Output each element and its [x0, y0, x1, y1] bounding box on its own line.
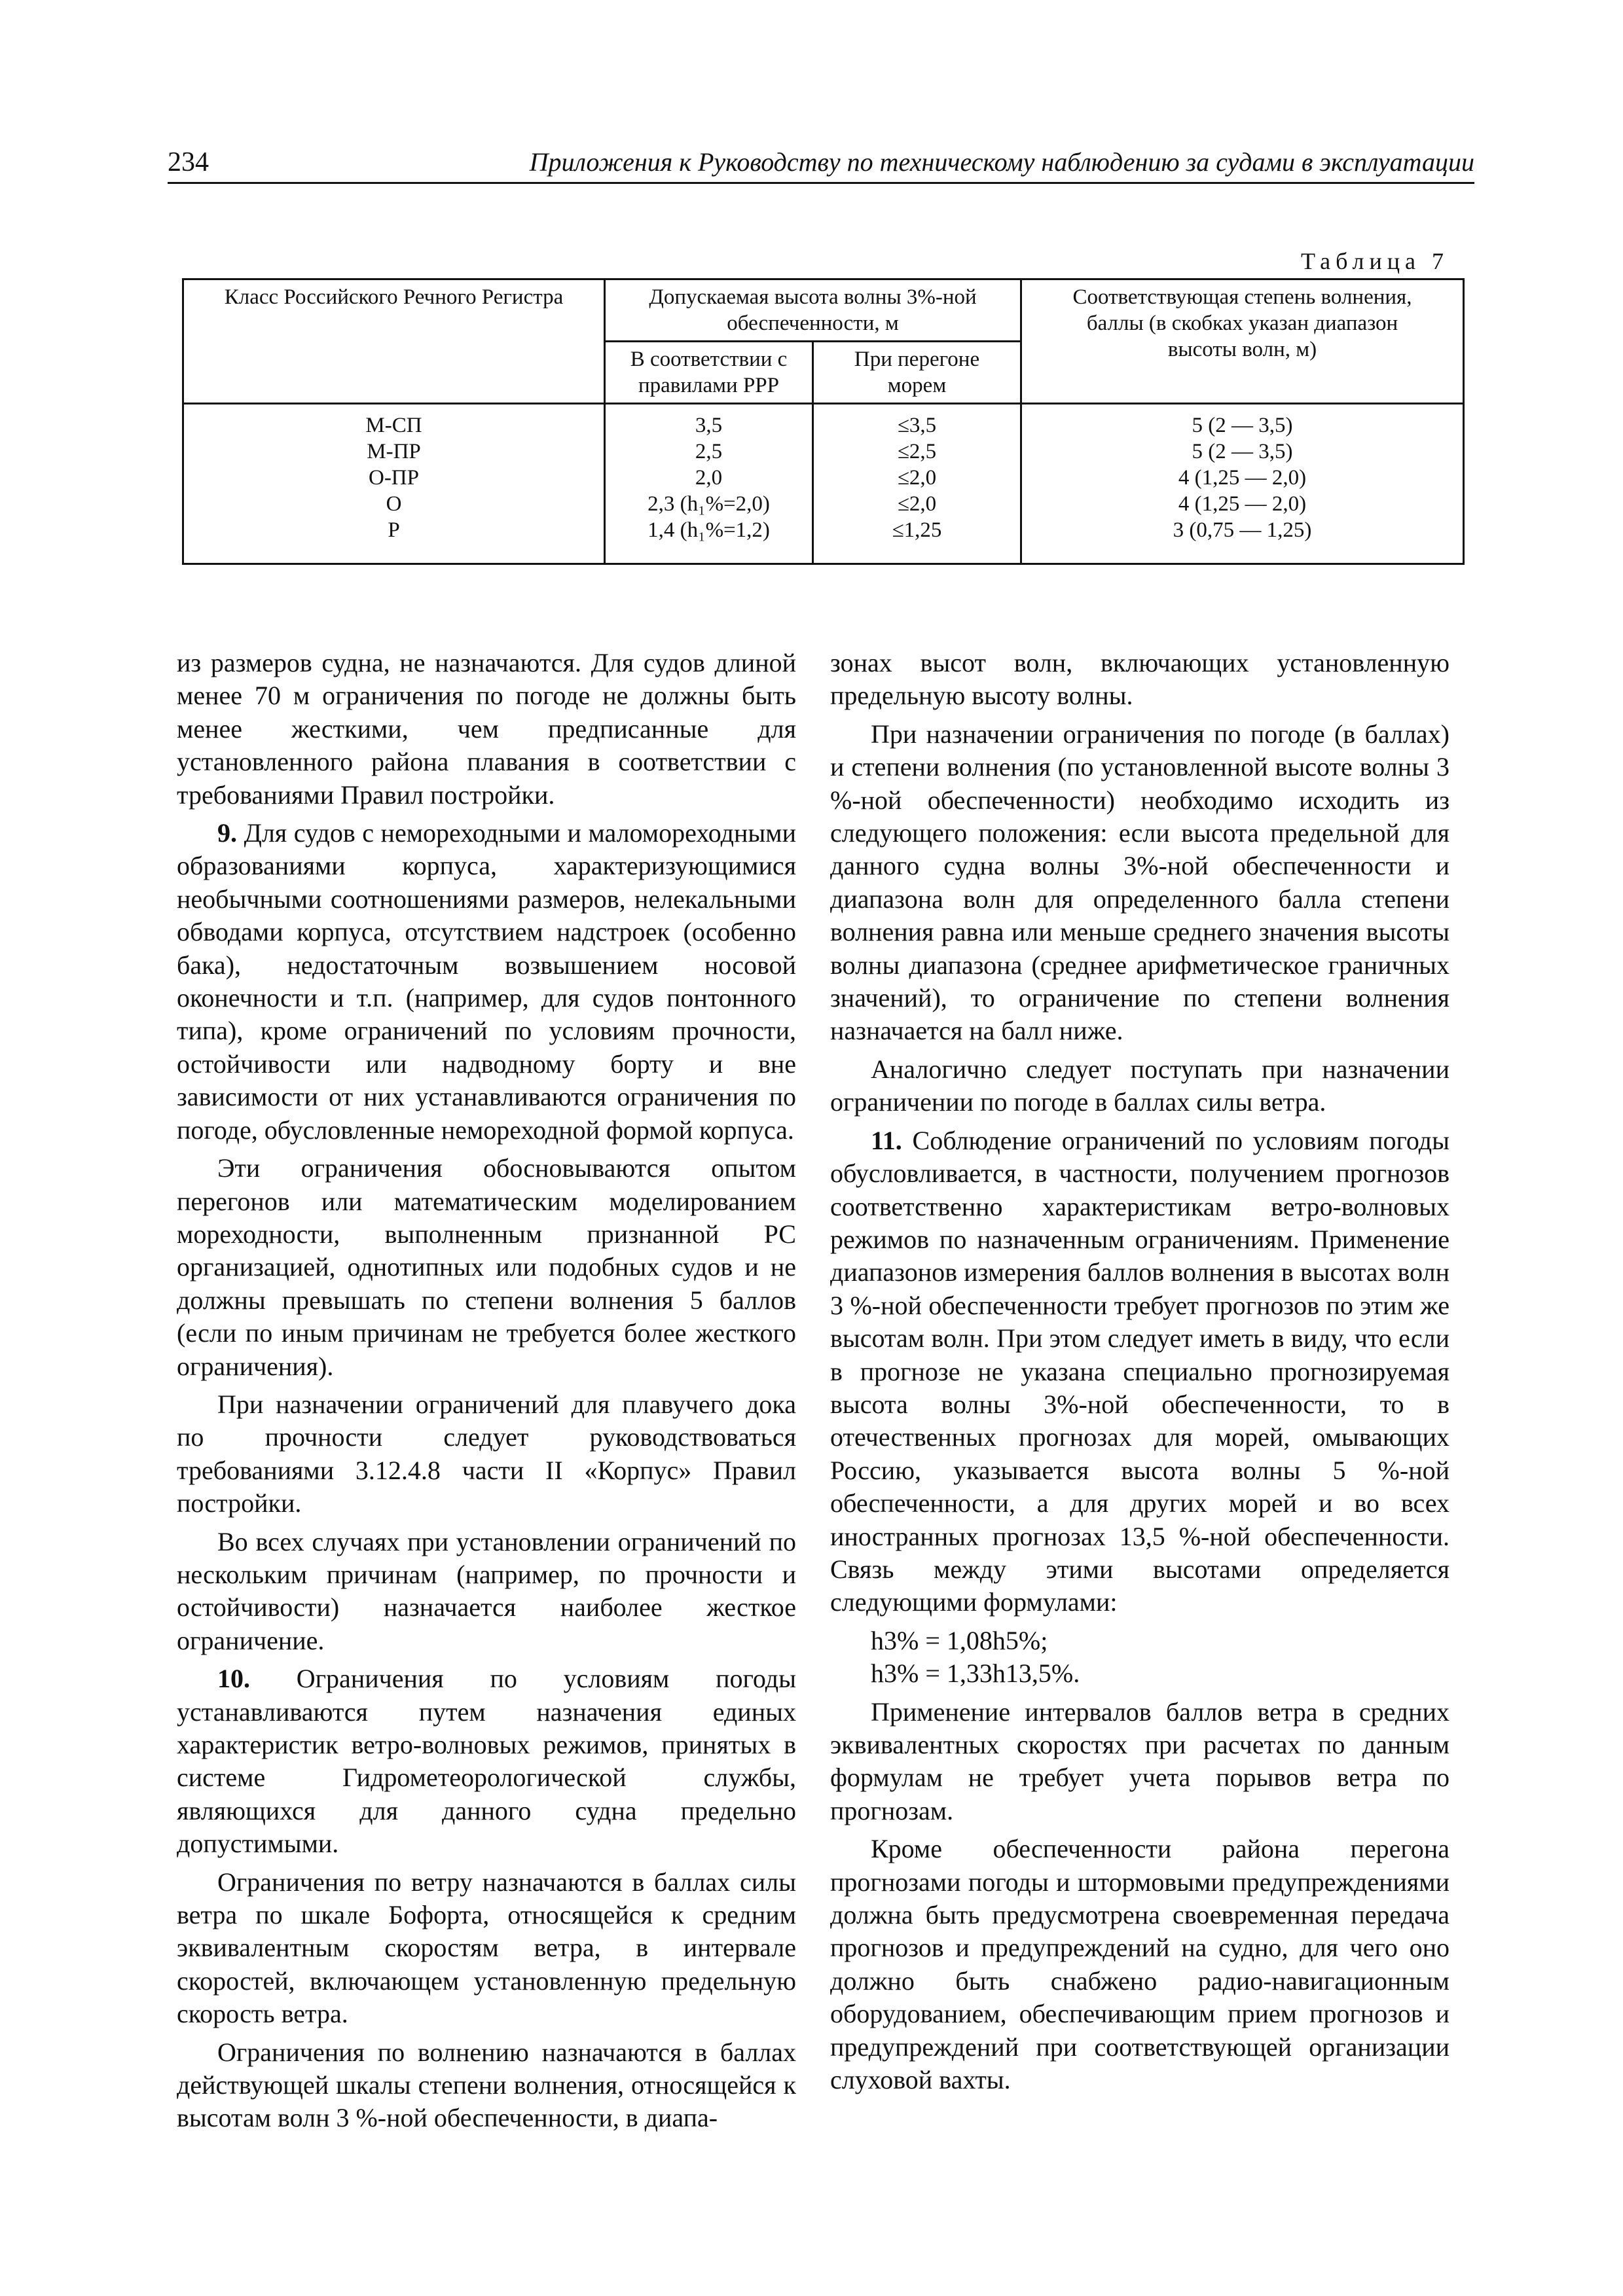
table-cell: 1,4 (h₁%=1,2)	[647, 518, 770, 542]
table-cell: 3,5	[695, 414, 723, 437]
table-cell: ≤2,5	[897, 440, 937, 463]
page-number: 234	[168, 147, 209, 177]
paragraph: При назначении ограничений для плавучего дока по прочности следует руководствоваться требованиями 3.12.4.8 части II «Корпус» Правил постройки.	[177, 1389, 796, 1518]
paragraph: зонах высот волн, включающих установленную предельную высоту волны.	[830, 648, 1450, 711]
page-header	[168, 143, 1474, 184]
paragraph	[830, 1124, 1450, 1619]
table-cell: 2,0	[695, 466, 723, 490]
paragraph-text: Ограничения по условиям погоды устанавливаются путем назначения единых характеристик ветро-волновых режимов, принятых в системе Гидрометеорологической службы, являющихся для данного судна предельно допустимыми.	[177, 1664, 796, 1859]
table-cell: 4 (1,25 — 2,0)	[1178, 492, 1307, 516]
clause-number: 9.	[217, 818, 237, 848]
paragraph: Ограничения по ветру назначаются в баллах силы ветра по шкале Бофорта, относящейся к средним эквивалентным скоростям ветра, в интервале скоростей, включающем установленную предельную скорость ветра.	[177, 1867, 796, 2029]
class-cell	[183, 404, 605, 564]
right-column	[830, 647, 1450, 2102]
header-sea: При перегоне морем	[813, 342, 1021, 404]
paragraph	[177, 1662, 796, 1860]
header-class: Класс Российского Речного Регистра	[183, 279, 605, 404]
table-cell: ≤3,5	[897, 414, 937, 437]
header-rrr: В соответствии с правилами РРР	[605, 342, 813, 404]
grade-cell	[1021, 404, 1464, 564]
table-cell: 2,3 (h₁%=2,0)	[647, 492, 770, 516]
paragraph-text: Для судов с немореходными и маломореходными образованиями корпуса, характеризующимися необычными соотношениями размеров, нелекальными обводами корпуса, отсутствием надстроек (особенно бака), недостаточным возвышением носовой оконечности и т.п. (например, для судов понтонного типа), кроме ограничений по условиям прочности, остойчивости или надводному борту и вне зависимости от них устанавливаются ограничения по погоде, обусловленные немореходной формой корпуса.	[177, 818, 797, 1145]
paragraph: При назначении ограничения по погоде (в баллах) и степени волнения (по установленной высоте волны 3 %-ной обеспеченности) необходимо исходить из следующего положения: если высота предельной для данного судна волны 3%-ной обеспеченности и диапазона волн для определенного балла степени волнения равна или меньше среднего значения высоты волны диапазона (среднее арифметическое граничных значений), то ограничение по степени волнения назначается на балл ниже.	[830, 719, 1450, 1046]
paragraph: Кроме обеспеченности района перегона прогнозами погоды и штормовыми предупреждениями должна быть предусмотрена своевременная передача прогнозов и предупреждений на судно, для чего оно должно быть снабжено радио-навигационным оборудованием, обеспечивающим прием прогнозов и предупреждений при соответствующей организации слуховой вахты.	[830, 1834, 1450, 2095]
table-cell: О	[386, 492, 402, 516]
table-cell: ≤2,0	[897, 492, 937, 516]
running-title: Приложения к Руководству по техническому наблюдению за судами в эксплуатации	[529, 147, 1474, 177]
table-cell: 2,5	[695, 440, 723, 463]
paragraph-text: Соблюдение ограничений по условиям погоды обусловливается, в частности, получением прогнозов соответственно характеристикам ветро-волновых режимов по назначенным ограничениям. Применение диапазонов измерения баллов волнения в высотах волн 3 %-ной обеспеченности требует прогнозов по этим же высотам волн. При этом следует иметь в виду, что если в прогнозе не указана специально прогнозируемая высота волны 3%-ной обеспеченности, то в отечественных прогнозах для морей, омывающих Россию, указывается высота волны 5 %-ной обеспеченности, а для других морей и во всех иностранных прогнозах 13,5 %-ной обеспеченности. Связь между этими высотами определяется следующими формулами:	[830, 1125, 1450, 1617]
paragraph	[177, 817, 796, 1147]
clause-number: 10.	[217, 1664, 250, 1694]
table-cell: Р	[388, 518, 400, 542]
formula-2: h3% = 1,33h13,5%.	[871, 1659, 1080, 1689]
table-7	[182, 278, 1465, 565]
table-cell: М-СП	[365, 414, 422, 437]
clause-number: 11.	[871, 1125, 902, 1155]
table-cell: ≤1,25	[892, 518, 942, 542]
table-caption: Таблица 7	[1301, 248, 1449, 274]
table-cell: 4 (1,25 — 2,0)	[1178, 466, 1307, 490]
table-cell: 5 (2 — 3,5)	[1192, 440, 1293, 463]
sea-cell	[813, 404, 1021, 564]
rrr-cell	[605, 404, 813, 564]
paragraph: из размеров судна, не назначаются. Для судов длиной менее 70 м ограничения по погоде не должны быть менее жесткими, чем предписанные для установленного района плавания в соответствии с требованиями Правил постройки.	[177, 648, 796, 810]
left-column	[177, 647, 796, 2140]
paragraph: Эти ограничения обосновываются опытом перегонов или математическим моделированием мореходности, выполненным признанной РС организацией, однотипных или подобных судов и не должны превышать по степени волнения 5 баллов (если по иным причинам не требуется более жесткого ограничения).	[177, 1153, 796, 1381]
header-sea-state: Соответствующая степень волнения, баллы (в скобках указан диапазон высоты волн, м)	[1021, 279, 1464, 404]
paragraph: Применение интервалов баллов ветра в средних эквивалентных скоростях при расчетах по данным формулам не требует учета порывов ветра по прогнозам.	[830, 1696, 1450, 1825]
paragraph: Во всех случаях при установлении ограничений по нескольким причинам (например, по прочности и остойчивости) назначается наиболее жесткое ограничение.	[177, 1526, 796, 1655]
table-cell: 3 (0,75 — 1,25)	[1173, 518, 1312, 542]
table-cell: М-ПР	[367, 440, 421, 463]
paragraph: Аналогично следует поступать при назначении ограничении по погоде в баллах силы ветра.	[830, 1054, 1450, 1117]
table-cell: О-ПР	[368, 466, 419, 490]
header-wave-height: Допускаемая высота волны 3%-ной обеспеченности, м	[605, 279, 1021, 342]
formula-1: h3% = 1,08h5%;	[871, 1625, 1048, 1655]
paragraph: Ограничения по волнению назначаются в баллах действующей шкалы степени волнения, относящейся к высотам волн 3 %-ной обеспеченности, в диапа-	[177, 2037, 796, 2133]
table-cell: ≤2,0	[897, 466, 937, 490]
table-cell: 5 (2 — 3,5)	[1192, 414, 1293, 437]
